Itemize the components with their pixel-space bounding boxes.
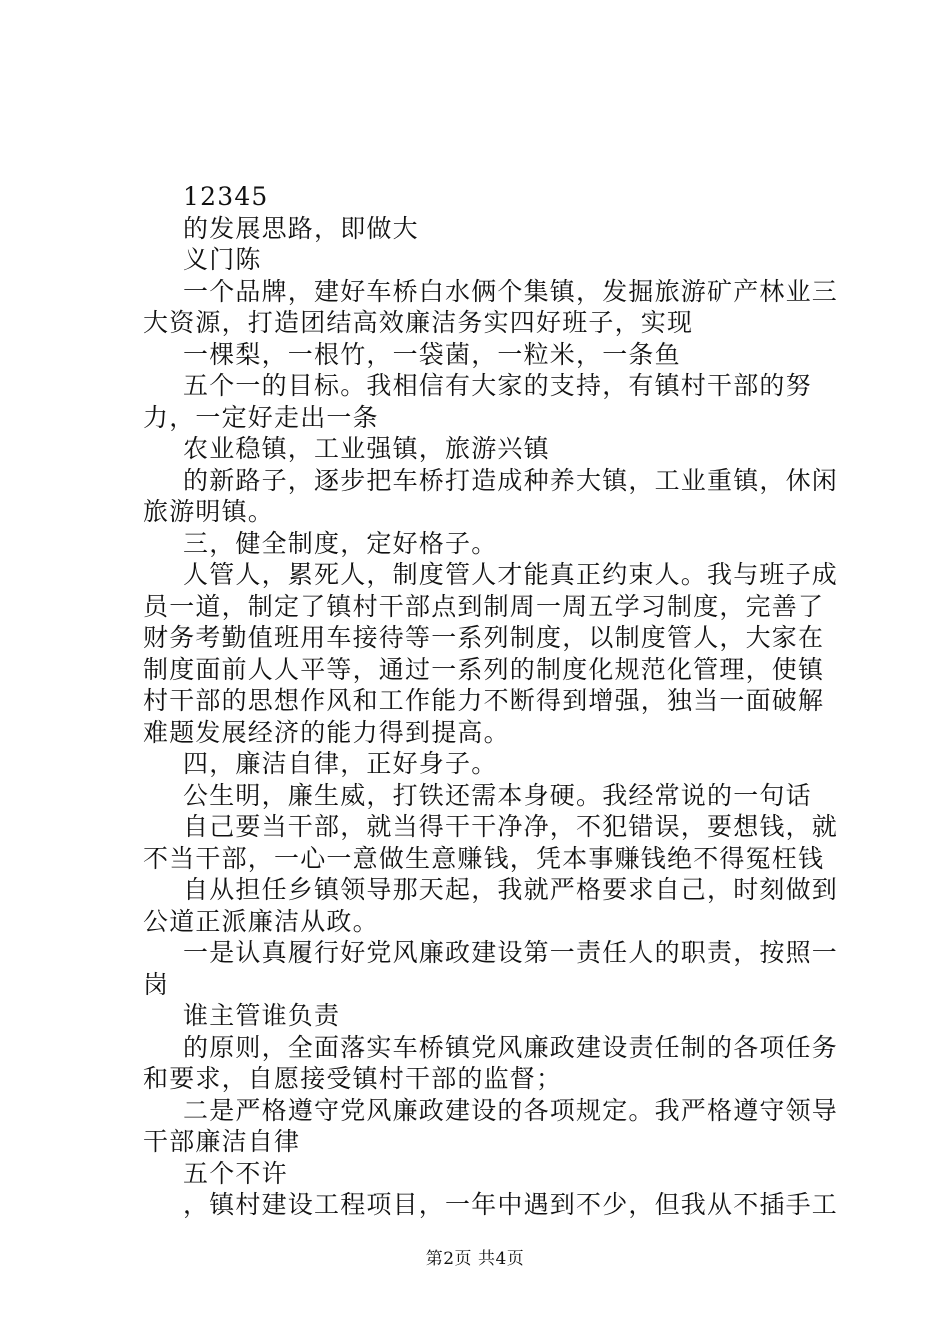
section-heading-3: 三，健全制度，定好格子。 — [183, 528, 498, 558]
paragraph-20: ，镇村建设工程项目，一年中遇到不少，但我从不插手工 — [183, 1190, 839, 1219]
paragraph-7: 农业稳镇，工业强镇，旅游兴镇 — [183, 434, 550, 463]
page-footer — [0, 1244, 950, 1269]
paragraph-15: 一是认真履行好党风廉政建设第一责任人的职责，按照一岗 — [143, 938, 839, 999]
paragraph-18: 二是严格遵守党风廉政建设的各项规定。我严格遵守领导干部廉洁自律 — [143, 1095, 839, 1156]
paragraph-5: 一棵梨，一根竹，一袋菌，一粒米，一条鱼 — [183, 339, 681, 369]
paragraph-17: 的原则，全面落实车桥镇党风廉政建设责任制的各项任务和要求，自愿接受镇村干部的监督； — [143, 1032, 839, 1093]
paragraph-4: 一个品牌，建好车桥白水俩个集镇，发掘旅游矿产林业三大资源，打造团结高效廉洁务实四好班子，实现 — [143, 276, 839, 337]
paragraph-6: 五个一的目标。我相信有大家的支持，有镇村干部的努力，一定好走出一条 — [143, 371, 812, 432]
document-body — [143, 181, 843, 1221]
paragraph-1: 12345 — [183, 182, 269, 211]
paragraph-12: 公生明，廉生威，打铁还需本身硬。我经常说的一句话 — [183, 780, 812, 810]
paragraph-16: 谁主管谁负责 — [183, 1001, 341, 1030]
paragraph-19: 五个不许 — [183, 1158, 288, 1188]
page-indicator: 第2页 共4页 — [425, 1249, 525, 1269]
paragraph-8: 的新路子，逐步把车桥打造成种养大镇，工业重镇，休闲旅游明镇。 — [143, 465, 839, 526]
paragraph-10: 人管人，累死人，制度管人才能真正约束人。我与班子成员一道，制定了镇村干部点到制周一周五学习制度，完善了财务考勤值班用车接待等一系列制度，以制度管人，大家在制度面前人人平等，通过一系列的制度化规范化管理，使镇村干部的思想作风和工作能力不断得到增强，独当一面破解难题发展经济的能力得到提高。 — [143, 560, 839, 747]
section-heading-4: 四，廉洁自律，正好身子。 — [183, 749, 498, 778]
paragraph-14: 自从担任乡镇领导那天起，我就严格要求自己，时刻做到公道正派廉洁从政。 — [143, 875, 839, 936]
paragraph-2: 的发展思路，即做大 — [183, 213, 419, 243]
paragraph-3: 义门陈 — [183, 245, 262, 274]
paragraph-13: 自己要当干部，就当得干干净净，不犯错误，要想钱，就不当干部，一心一意做生意赚钱，凭本事赚钱绝不得冤枉钱 — [143, 812, 839, 873]
